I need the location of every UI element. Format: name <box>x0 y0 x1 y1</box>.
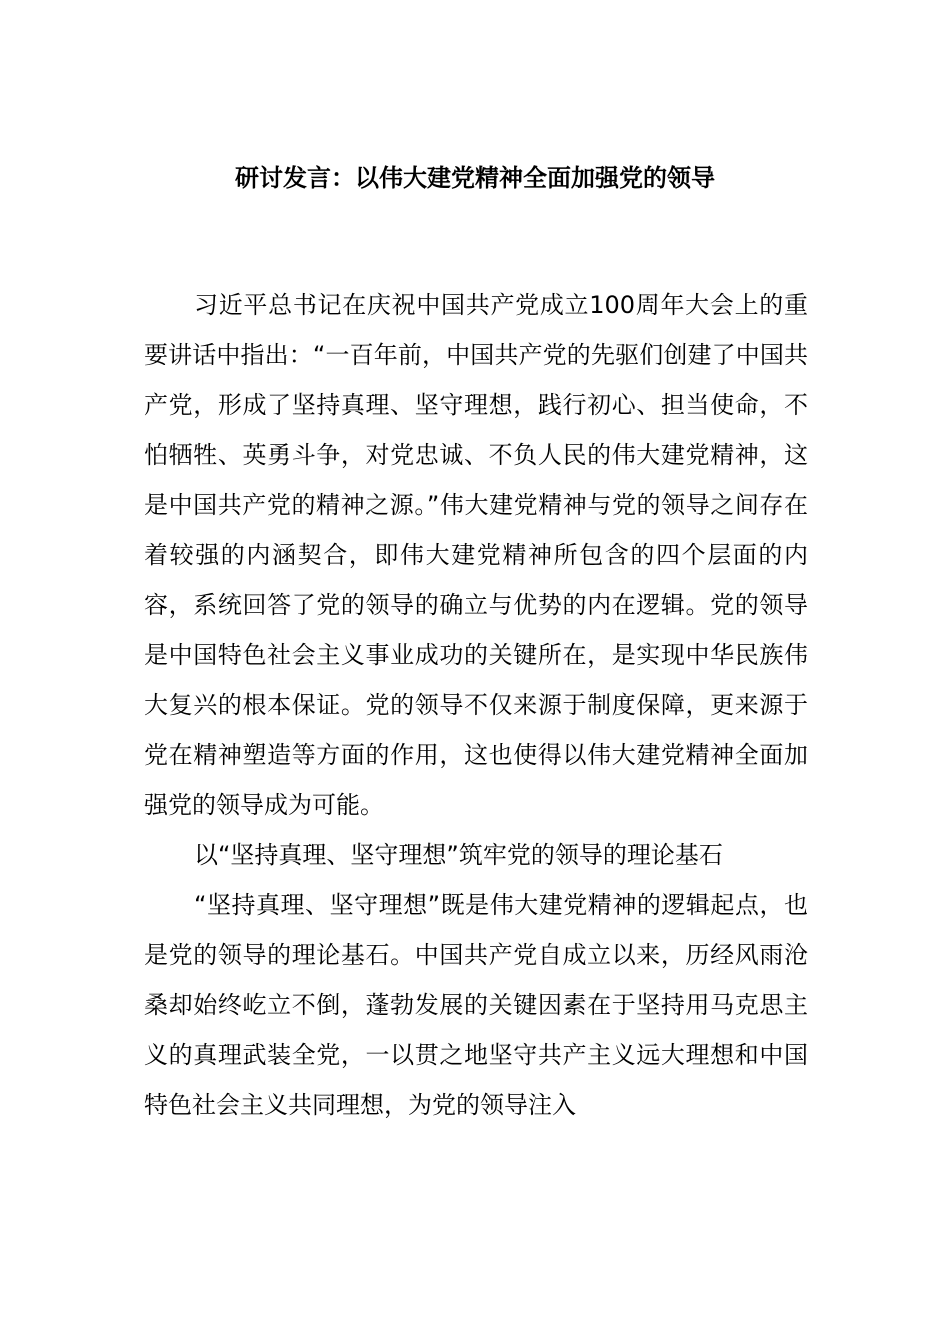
document-title: 研讨发言：以伟大建党精神全面加强党的领导 <box>235 164 715 192</box>
paragraph-section-body: “坚持真理、坚守理想”既是伟大建党精神的逻辑起点，也是党的领导的理论基石。中国共产党自成立以来，历经风雨沧桑却始终屹立不倒，蓬勃发展的关键因素在于坚持用马克思主义的真理武装全党，一以贯之地坚守共产主义远大理想和中国特色社会主义共同理想，为党的领导注入 <box>144 891 808 1119</box>
section-heading: 以“坚持真理、坚守理想”筑牢党的领导的理论基石 <box>194 841 723 869</box>
document-body <box>144 280 808 1130</box>
paragraph-intro: 习近平总书记在庆祝中国共产党成立100周年大会上的重要讲话中指出：“一百年前，中国共产党的先驱们创建了中国共产党，形成了坚持真理、坚守理想，践行初心、担当使命，不怕牺牲、英勇斗争，对党忠诚、不负人民的伟大建党精神，这是中国共产党的精神之源。”伟大建党精神与党的领导之间存在着较强的内涵契合，即伟大建党精神所包含的四个层面的内容，系统回答了党的领导的确立与优势的内在逻辑。党的领导是中国特色社会主义事业成功的关键所在，是实现中华民族伟大复兴的根本保证。党的领导不仅来源于制度保障，更来源于党在精神塑造等方面的作用，这也使得以伟大建党精神全面加强党的领导成为可能。 <box>144 291 808 819</box>
